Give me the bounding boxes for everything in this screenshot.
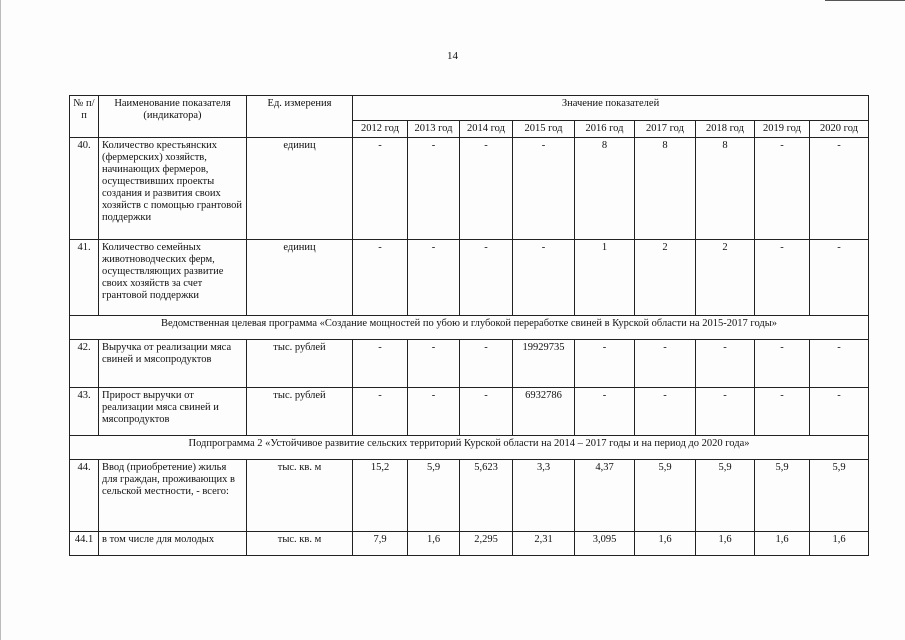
unit-cell: тыс. кв. м (247, 532, 353, 556)
value-cell: 2,295 (460, 532, 513, 556)
value-cell: 6932786 (513, 388, 575, 436)
indicator-name: Количество крестьянских (фермерских) хозяйств, начинающих фермеров, осуществивших проекты создания и развития своих хозяйств с помощью грантовой поддержки (99, 138, 247, 240)
value-cell: 8 (575, 138, 635, 240)
value-cell: - (460, 240, 513, 316)
value-cell: 19929735 (513, 340, 575, 388)
unit-cell: тыс. рублей (247, 388, 353, 436)
value-cell: - (408, 340, 460, 388)
value-cell: - (575, 388, 635, 436)
value-cell: 8 (696, 138, 755, 240)
value-cell: 5,9 (696, 460, 755, 532)
header-year: 2015 год (513, 121, 575, 138)
value-cell: - (513, 240, 575, 316)
table-row (70, 340, 869, 388)
value-cell: - (696, 388, 755, 436)
row-number: 41. (70, 240, 99, 316)
table-row (70, 532, 869, 556)
top-rule (825, 0, 905, 1)
indicator-name: Прирост выручки от реализации мяса свиней и мясопродуктов (99, 388, 247, 436)
value-cell: - (513, 138, 575, 240)
page-number: 14 (447, 50, 458, 62)
header-year: 2016 год (575, 121, 635, 138)
header-year: 2012 год (353, 121, 408, 138)
unit-cell: единиц (247, 240, 353, 316)
value-cell: 5,9 (635, 460, 696, 532)
value-cell: 7,9 (353, 532, 408, 556)
table-row (70, 388, 869, 436)
table-row (70, 240, 869, 316)
row-number: 40. (70, 138, 99, 240)
value-cell: 3,3 (513, 460, 575, 532)
header-year: 2018 год (696, 121, 755, 138)
value-cell: - (353, 340, 408, 388)
header-name: Наименование показателя (индикатора) (99, 96, 247, 138)
unit-cell: единиц (247, 138, 353, 240)
header-year: 2013 год (408, 121, 460, 138)
header-values: Значение показателей (353, 96, 869, 121)
value-cell: 2,31 (513, 532, 575, 556)
unit-cell: тыс. кв. м (247, 460, 353, 532)
value-cell: - (635, 340, 696, 388)
value-cell: 1,6 (755, 532, 810, 556)
value-cell: - (755, 240, 810, 316)
header-year: 2017 год (635, 121, 696, 138)
value-cell: - (460, 138, 513, 240)
row-number: 44. (70, 460, 99, 532)
row-number: 42. (70, 340, 99, 388)
table-body (70, 138, 869, 556)
value-cell: 2 (696, 240, 755, 316)
value-cell: - (353, 138, 408, 240)
value-cell: - (755, 138, 810, 240)
row-number: 44.1 (70, 532, 99, 556)
value-cell: 5,9 (408, 460, 460, 532)
header-num: № п/п (70, 96, 99, 138)
row-number: 43. (70, 388, 99, 436)
table-row (70, 460, 869, 532)
value-cell: - (755, 388, 810, 436)
value-cell: - (635, 388, 696, 436)
page-edge (0, 0, 1, 640)
value-cell: 2 (635, 240, 696, 316)
value-cell: - (408, 240, 460, 316)
value-cell: - (810, 138, 869, 240)
value-cell: - (408, 138, 460, 240)
value-cell: - (755, 340, 810, 388)
value-cell: 5,623 (460, 460, 513, 532)
indicator-name: Ввод (приобретение) жилья для граждан, проживающих в сельской местности, - всего: (99, 460, 247, 532)
header-year: 2014 год (460, 121, 513, 138)
unit-cell: тыс. рублей (247, 340, 353, 388)
value-cell: 1,6 (696, 532, 755, 556)
indicator-name: Выручка от реализации мяса свиней и мясопродуктов (99, 340, 247, 388)
header-year: 2019 год (755, 121, 810, 138)
value-cell: 4,37 (575, 460, 635, 532)
table-row (70, 138, 869, 240)
value-cell: - (460, 340, 513, 388)
value-cell: - (810, 240, 869, 316)
value-cell: - (353, 388, 408, 436)
value-cell: 3,095 (575, 532, 635, 556)
header-year: 2020 год (810, 121, 869, 138)
indicators-table (69, 95, 869, 556)
value-cell: 15,2 (353, 460, 408, 532)
value-cell: 5,9 (755, 460, 810, 532)
section-title: Подпрограмма 2 «Устойчивое развитие сельских территорий Курской области на 2014 – 2017 годы и на период до 2020 года» (70, 436, 869, 460)
section-title: Ведомственная целевая программа «Создание мощностей по убою и глубокой переработке свиней в Курской области на 2015-2017 годы» (70, 316, 869, 340)
value-cell: 1,6 (635, 532, 696, 556)
indicator-name: Количество семейных животноводческих ферм, осуществляющих развитие своих хозяйств за счет грантовой поддержки (99, 240, 247, 316)
value-cell: 1,6 (810, 532, 869, 556)
section-row (70, 436, 869, 460)
value-cell: - (810, 388, 869, 436)
header-unit: Ед. измерения (247, 96, 353, 138)
value-cell: 5,9 (810, 460, 869, 532)
value-cell: 8 (635, 138, 696, 240)
value-cell: - (460, 388, 513, 436)
value-cell: 1,6 (408, 532, 460, 556)
section-row (70, 316, 869, 340)
value-cell: - (353, 240, 408, 316)
value-cell: - (408, 388, 460, 436)
indicator-name: в том числе для молодых (99, 532, 247, 556)
value-cell: - (810, 340, 869, 388)
value-cell: - (696, 340, 755, 388)
value-cell: 1 (575, 240, 635, 316)
value-cell: - (575, 340, 635, 388)
